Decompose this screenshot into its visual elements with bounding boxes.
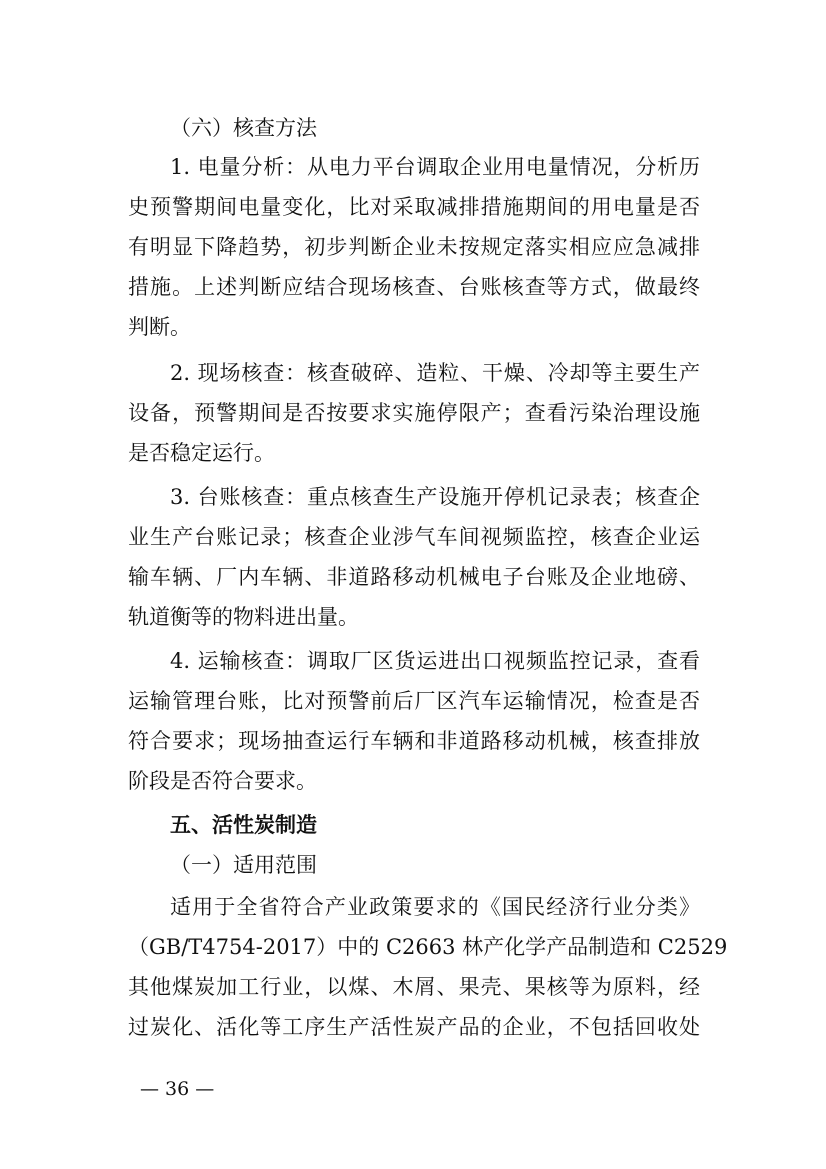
subsection-heading-scope: （一）适用范围 [170,853,317,877]
text-line: 阶段是否符合要求。 [128,769,317,793]
page-number: — 36 — [140,1078,215,1100]
text-line: 有明显下降趋势，初步判断企业未按规定落实相应应急减排 [128,235,700,259]
text-line: 其他煤炭加工行业，以煤、木屑、果壳、果核等为原料，经 [128,975,700,999]
text-line: 轨道衡等的物料进出量。 [128,605,359,629]
text-line: 适用于全省符合产业政策要求的《国民经济行业分类》 [170,895,700,919]
section-heading-5: 五、活性炭制造 [170,813,317,837]
text-line: 2. 现场核查：核查破碎、造粒、干燥、冷却等主要生产 [170,361,700,385]
text-line: 符合要求；现场抽查运行车辆和非道路移动机械，核查排放 [128,729,700,753]
text-line: 过炭化、活化等工序生产活性炭产品的企业，不包括回收处 [128,1015,700,1039]
text-line: 业生产台账记录；核查企业涉气车间视频监控，核查企业运 [128,525,700,549]
text-line: 史预警期间电量变化，比对采取减排措施期间的用电量是否 [128,195,700,219]
text-line: 4. 运输核查：调取厂区货运进出口视频监控记录，查看 [170,649,700,673]
text-line: 设备，预警期间是否按要求实施停限产；查看污染治理设施 [128,401,700,425]
text-line: 1. 电量分析：从电力平台调取企业用电量情况，分析历 [170,155,700,179]
text-line: 3. 台账核查：重点核查生产设施开停机记录表；核查企 [170,485,700,509]
text-line: 是否稳定运行。 [128,441,275,465]
text-line: 措施。上述判断应结合现场核查、台账核查等方式，做最终 [128,275,700,299]
section-heading-6: （六）核查方法 [170,116,317,140]
text-line: 判断。 [128,315,191,339]
text-line: （GB/T4754-2017）中的 C2663 林产化学产品制造和 C2529 [128,935,728,959]
text-line: 输车辆、厂内车辆、非道路移动机械电子台账及企业地磅、 [128,565,700,589]
text-line: 运输管理台账，比对预警前后厂区汽车运输情况，检查是否 [128,689,700,713]
